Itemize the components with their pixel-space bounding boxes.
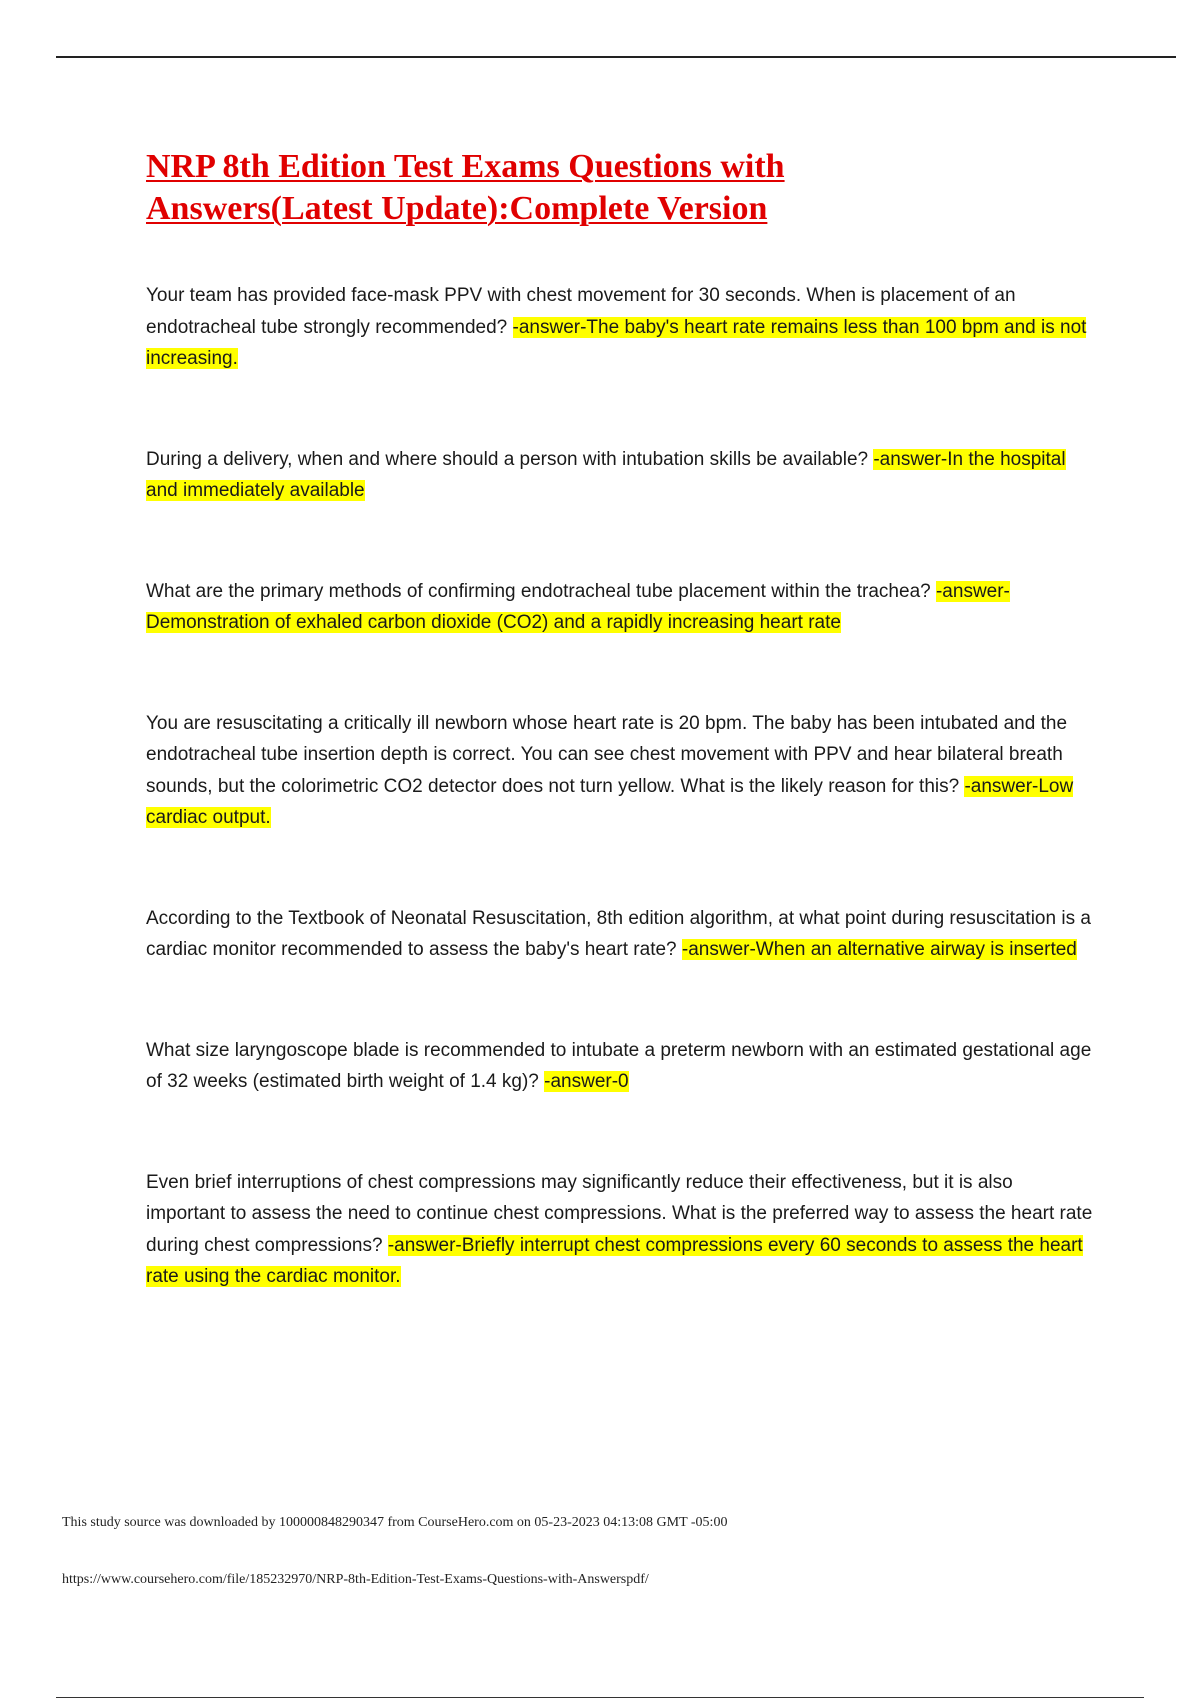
answer-highlight: -answer-Demonstration of exhaled carbon dioxide (CO2) and a rapidly increasing heart rate	[146, 580, 1010, 633]
answer-highlight: -answer-0	[544, 1071, 629, 1092]
question-text: What are the primary methods of confirming endotracheal tube placement within the trachea?	[146, 580, 936, 602]
question-text: What size laryngoscope blade is recommended to intubate a preterm newborn with an estimated gestational age of 32 weeks (estimated birth weight of 1.4 kg)?	[146, 1039, 1092, 1092]
source-url[interactable]: https://www.coursehero.com/file/185232970/NRP-8th-Edition-Test-Exams-Questions-with-Answerspdf/	[62, 1572, 649, 1587]
qa-item-6	[146, 1035, 1096, 1098]
question-text: Your team has provided face-mask PPV with chest movement for 30 seconds. When is placement of an endotracheal tube strongly recommended?	[146, 285, 1016, 338]
top-rule	[56, 56, 1176, 58]
qa-item-5	[146, 903, 1096, 966]
answer-highlight: -answer-In the hospital and immediately available	[146, 448, 1066, 501]
download-source-note: This study source was downloaded by 100000848290347 from CourseHero.com on 05-23-2023 04:13:08 GMT -05:00	[62, 1515, 728, 1530]
qa-item-2	[146, 444, 1096, 507]
qa-item-3	[146, 576, 1096, 639]
question-text: During a delivery, when and where should a person with intubation skills be available?	[146, 448, 874, 470]
bottom-rule	[56, 1697, 1144, 1698]
qa-item-1	[146, 280, 1096, 375]
document-title: NRP 8th Edition Test Exams Questions with Answers(Latest Update):Complete Version	[146, 148, 785, 227]
qa-list	[146, 280, 1096, 1293]
answer-highlight: -answer-Briefly interrupt chest compressions every 60 seconds to assess the heart rate using the cardiac monitor.	[146, 1234, 1083, 1287]
answer-highlight: -answer-The baby's heart rate remains less than 100 bpm and is not increasing.	[146, 316, 1087, 369]
qa-item-7	[146, 1167, 1096, 1293]
question-text: Even brief interruptions of chest compressions may significantly reduce their effectiveness, but it is also important to assess the need to continue chest compressions. What is the preferred way to assess the heart rate during chest compressions?	[146, 1171, 1093, 1256]
question-text: According to the Textbook of Neonatal Resuscitation, 8th edition algorithm, at what point during resuscitation is a cardiac monitor recommended to assess the baby's heart rate?	[146, 907, 1091, 960]
answer-highlight: -answer-Low cardiac output.	[146, 775, 1074, 828]
qa-item-4	[146, 708, 1096, 834]
answer-highlight: -answer-When an alternative airway is inserted	[681, 939, 1077, 960]
question-text: You are resuscitating a critically ill newborn whose heart rate is 20 bpm. The baby has been intubated and the endotracheal tube insertion depth is correct. You can see chest movement with PPV and hear bilateral breath sounds, but the colorimetric CO2 detector does not turn yellow. What is the likely reason for this?	[146, 712, 1068, 797]
